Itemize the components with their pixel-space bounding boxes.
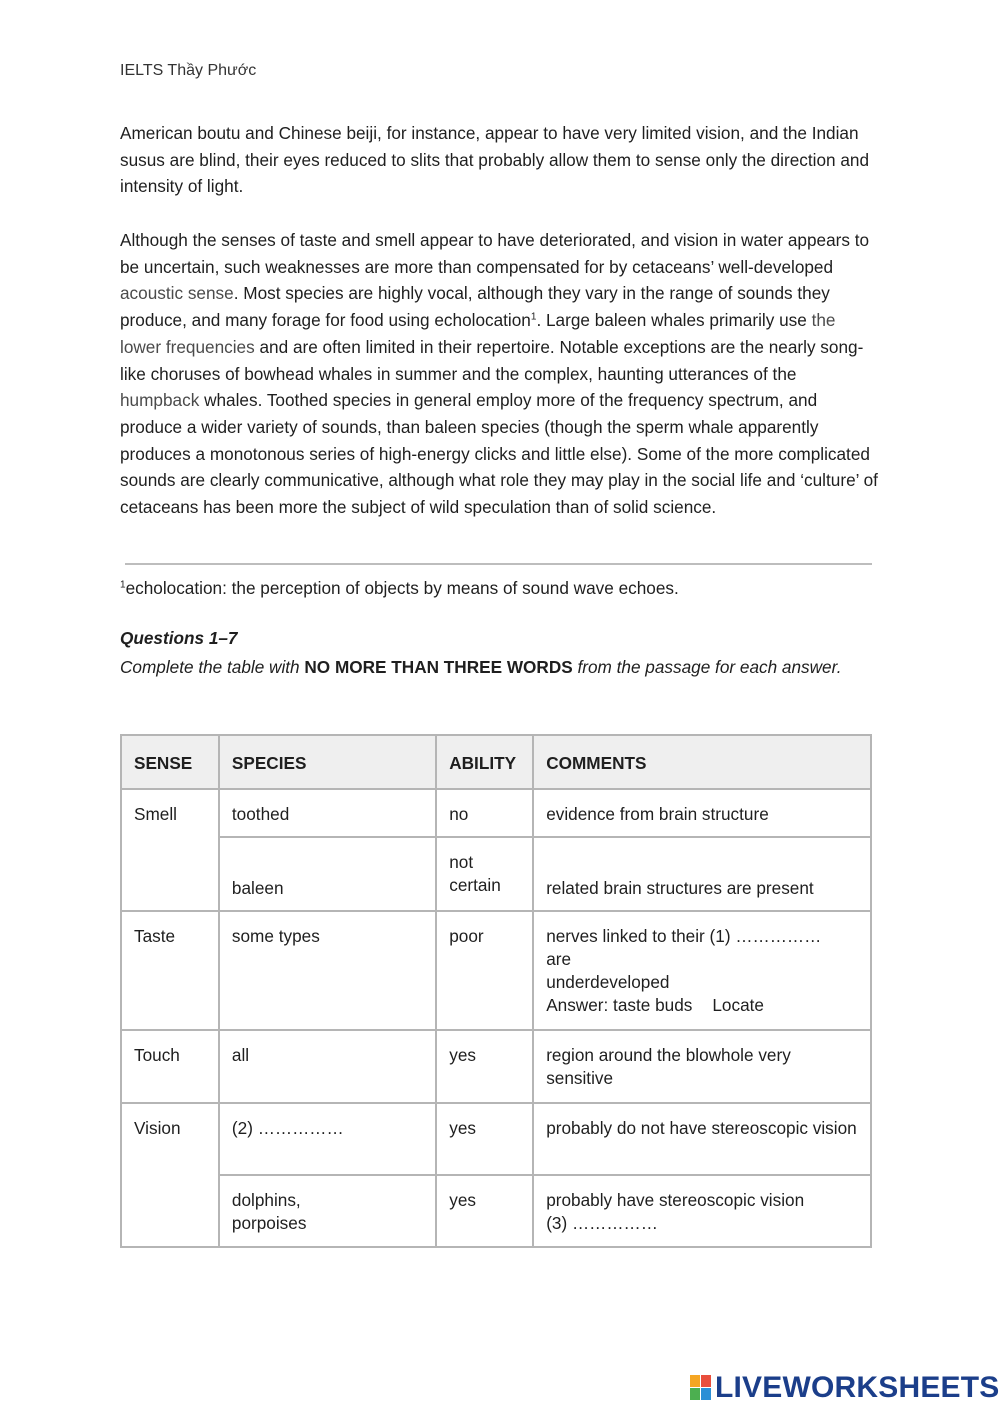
comments-cell: probably do not have stereoscopic vision [533,1103,871,1175]
highlight-lower-frequencies: the lower frequencies [120,310,836,357]
questions-instructions [120,654,850,681]
ability-cell: poor [436,911,533,1030]
sense-cell: Taste [121,911,219,1030]
ability-line: certain [449,875,501,895]
answer-text: Answer: taste buds [546,995,693,1015]
comments-cell: related brain structures are present [533,837,871,911]
table-row [121,1175,871,1247]
comment-line: probably have stereoscopic vision [546,1190,805,1210]
footnote-ref: 1 [530,311,537,323]
header-ability: ABILITY [436,735,533,789]
ability-cell: yes [436,1175,533,1247]
table-row [121,1030,871,1103]
passage-text: whales. Toothed species in general employ more of the frequency spectrum, and produce a wider variety of sounds, than baleen species (though the sperm whale apparently produces a monotonous series of high-energy clicks and little else). Some of the more complicated sounds are clearly communicative, although what role they may play in the social life and ‘culture’ of cetaceans has been more the subject of wild speculation than of solid science. [120,390,878,518]
species-line: dolphins, [231,1190,301,1210]
ability-cell [436,837,533,911]
sense-cell: Touch [121,1030,219,1103]
comment-line: (3) …………… [546,1213,658,1233]
page-header: IELTS Thầy Phước [120,62,257,79]
questions-title: Questions 1–7 [120,628,238,648]
sense-cell: Smell [121,789,219,911]
comment-line: are [546,949,572,969]
sense-cell: Vision [121,1103,219,1247]
species-cell: all [219,1030,436,1103]
table-row [121,789,871,837]
passage-text: . Large baleen whales primarily use [536,310,812,331]
species-cell: baleen [219,837,436,911]
ability-cell: yes [436,1103,533,1175]
passage-paragraph-1: American boutu and Chinese beiji, for instance, appear to have very limited vision, and the Indian susus are blind, their eyes reduced to slits that probably allow them to sense only the direction and intensity of light. [120,123,870,197]
species-cell: (2) …………… [219,1103,436,1175]
table-row [121,911,871,1030]
species-cell [219,1175,436,1247]
comment-line: nerves linked to their (1) …………… [546,926,822,946]
ability-line: not [449,852,474,872]
answer-line [546,994,858,1017]
header-species: SPECIES [219,735,436,789]
header-sense: SENSE [121,735,219,789]
comments-cell [533,911,871,1030]
locate-button[interactable]: Locate [712,995,764,1015]
passage-paragraph-2 [120,227,880,521]
logo-mark-icon [690,1375,712,1401]
liveworksheets-logo [690,1370,999,1406]
header-comments: COMMENTS [533,735,871,789]
comments-cell: evidence from brain structure [533,789,871,837]
table-row [121,1103,871,1175]
species-cell: some types [219,911,436,1030]
highlight-humpback: humpback [120,390,200,411]
comments-cell [533,1175,871,1247]
ability-cell: yes [436,1030,533,1103]
instr-text: from the passage for each answer. [572,657,842,677]
footnote [120,575,679,601]
passage-text: Although the senses of taste and smell appear to have deteriorated, and vision in water appears to be uncertain, such weaknesses are more than compensated for by cetaceans’ well-developed [120,230,870,277]
footnote-mark: 1 [120,579,126,591]
instr-emphasis: NO MORE THAN THREE WORDS [304,657,573,677]
table-header-row [121,735,871,789]
species-line: porpoises [231,1213,307,1233]
senses-table [120,734,872,1248]
passage-text: and are often limited in their repertoire. Notable exceptions are the nearly song-like choruses of bowhead whales in summer and the complex, haunting utterances of the [120,336,864,384]
highlight-acoustic-sense: acoustic sense [120,283,234,304]
ability-cell: no [436,789,533,837]
table-row [121,837,871,911]
comments-cell: region around the blowhole very sensitive [533,1030,871,1103]
logo-text: LIVEWORKSHEETS [715,1371,999,1404]
passage-text: . Most species are highly vocal, although they vary in the range of sounds they produce, and many forage for food using echolocation [120,283,830,331]
comment-line: underdeveloped [546,972,670,992]
instr-text: Complete the table with [120,657,305,677]
footnote-text: echolocation: the perception of objects by means of sound wave echoes. [125,578,679,598]
footnote-divider [125,563,872,565]
species-cell: toothed [219,789,436,837]
